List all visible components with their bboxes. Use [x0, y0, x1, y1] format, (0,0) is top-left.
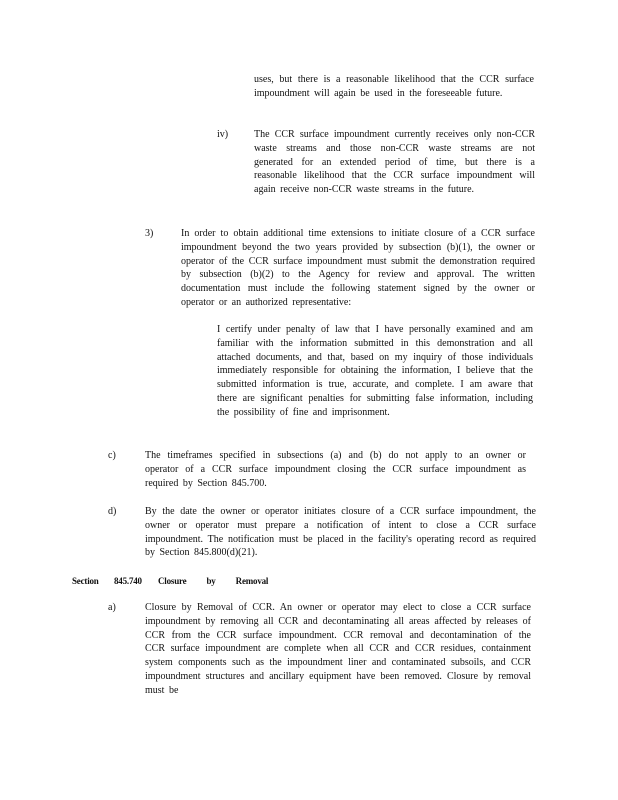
continued-paragraph: uses, but there is a reasonable likelihood that the CCR surface impoundment will again be used in the foreseeable future. — [254, 74, 534, 99]
item-a-label: a) — [108, 602, 116, 613]
item-3-label: 3) — [145, 228, 154, 239]
item-c-label: c) — [108, 450, 116, 461]
item-a-text: Closure by Removal of CCR. An owner or operator may elect to close a CCR surface impoundment by removing all CCR and decontaminating all areas affected by releases of CCR from the CCR surface impoundment. CCR removal and decontamination of the CCR surface impoundment are complete when all CCR and CCR residues, containment system components such as the impoundment liner and contaminated subsoils, and CCR impoundment structures and ancillary equipment have been removed. Closure by removal must be — [145, 602, 531, 696]
item-iv-text: The CCR surface impoundment currently receives only non-CCR waste streams and those non-CCR waste streams are not generated for an extended period of time, but there is a reasonable likelihood that the CCR surface impoundment will again receive non-CCR waste streams in the future. — [254, 129, 535, 196]
section-number: 845.740 — [114, 576, 142, 586]
certification-statement: I certify under penalty of law that I have personally examined and am familiar with the information submitted in this demonstration and all attached documents, and that, based on my inquiry of those individuals immediately responsible for obtaining the information, I believe that the submitted information is true, accurate, and complete. I am aware that there are significant penalties for submitting false information, including the possibility of fine and imprisonment. — [217, 324, 533, 418]
item-d-label: d) — [108, 506, 117, 517]
section-word: Section — [72, 576, 99, 586]
item-3-text: In order to obtain additional time extensions to initiate closure of a CCR surface impoundment beyond the two years provided by subsection (b)(1), the owner or operator of the CCR surface impoundment must submit the demonstration required by subsection (b)(2) to the Agency for review and approval. The written documentation must include the following statement signed by the owner or operator or an authorized representative: — [181, 228, 535, 308]
item-c-text: The timeframes specified in subsections (a) and (b) do not apply to an owner or operator of a CCR surface impoundment closing the CCR surface impoundment as required by Section 845.700. — [145, 450, 526, 489]
item-iv-label: iv) — [217, 129, 229, 140]
item-d-text: By the date the owner or operator initiates closure of a CCR surface impoundment, the owner or operator must prepare a notification of intent to close a CCR surface impoundment. The notification must be placed in the facility's operating record as required by Section 845.800(d)(21). — [145, 506, 536, 559]
section-title: Closure by Removal — [158, 576, 269, 586]
